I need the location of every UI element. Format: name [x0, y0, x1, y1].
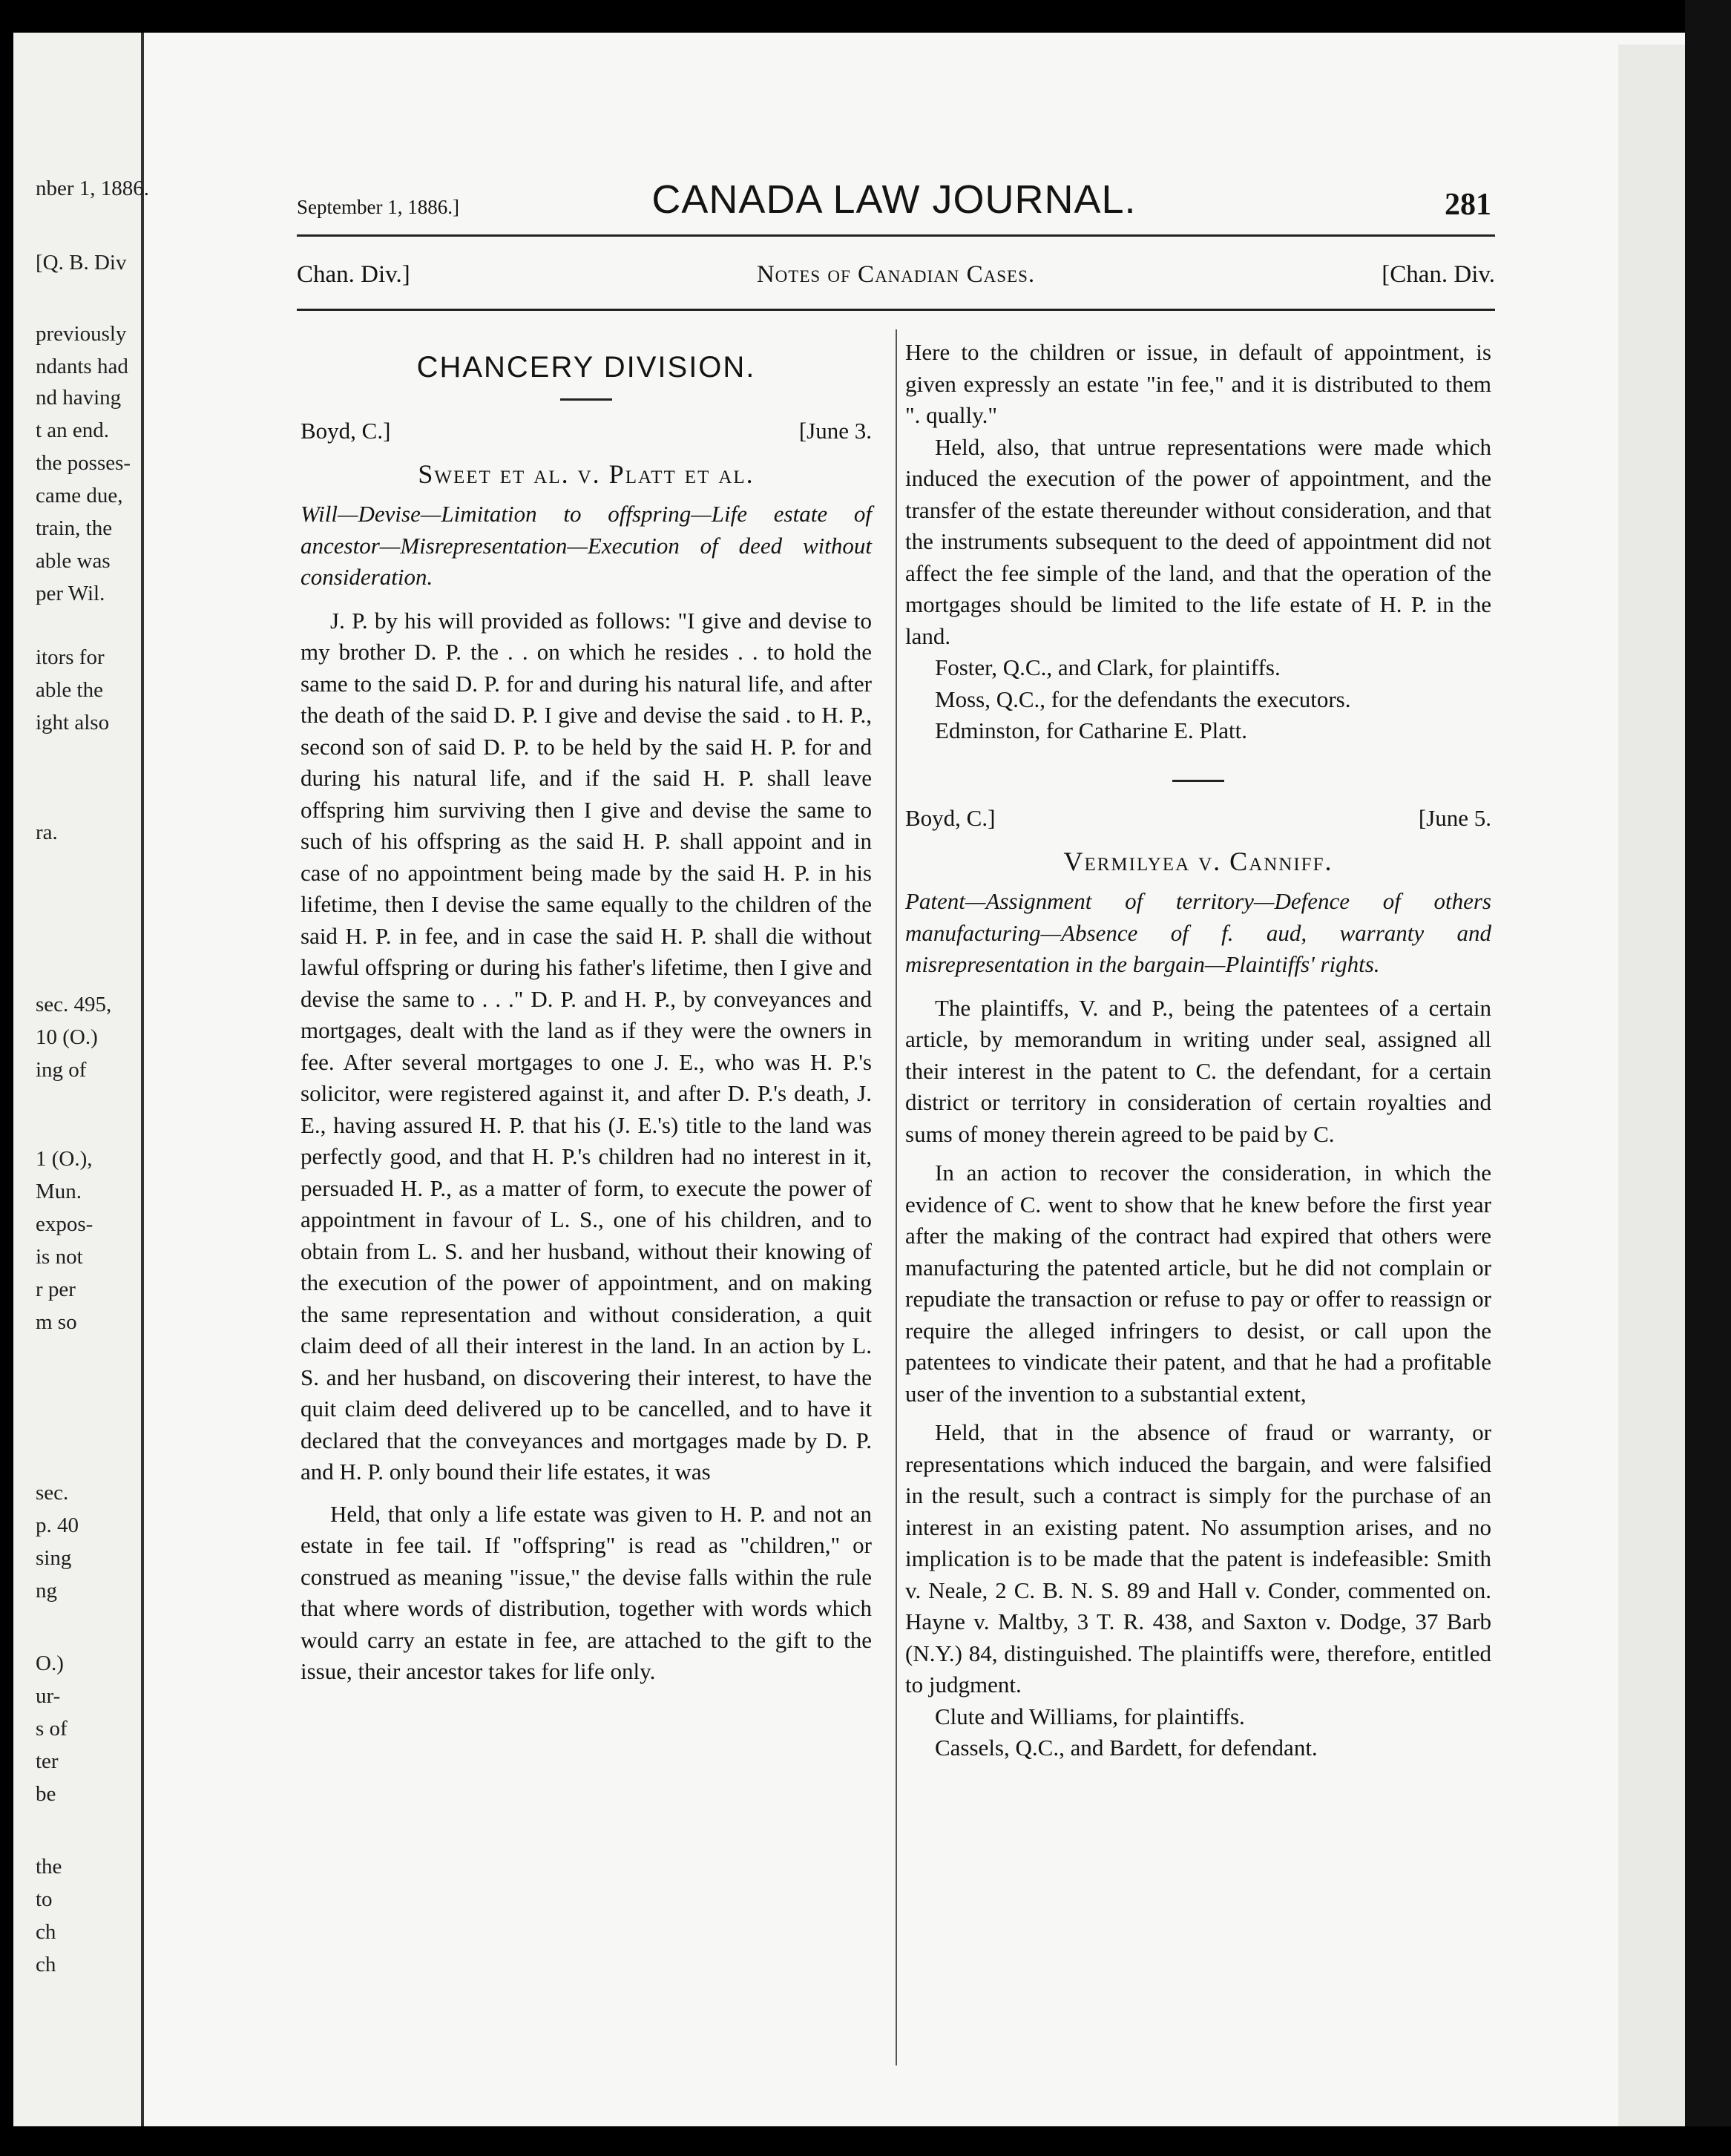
gutter-text-fragment: itors for: [36, 645, 105, 669]
journal-title: CANADA LAW JOURNAL.: [651, 177, 1137, 222]
facing-page-gutter: [13, 33, 150, 2126]
issue-date: September 1, 1886.]: [297, 196, 459, 218]
gutter-text-fragment: ng: [36, 1579, 57, 1603]
gutter-text-fragment: the: [36, 1855, 62, 1879]
counsel-line: Cassels, Q.C., and Bardett, for defendant.: [935, 1735, 1318, 1761]
short-rule: [560, 398, 612, 401]
gutter-text-fragment: ndants had: [36, 355, 128, 378]
gutter-text-fragment: is not: [36, 1245, 83, 1269]
gutter-text-fragment: previously: [36, 322, 127, 346]
gutter-text-fragment: came due,: [36, 484, 123, 507]
counsel-line: Clute and Williams, for plaintiffs.: [935, 1703, 1245, 1729]
gutter-text-fragment: 10 (O.): [36, 1025, 98, 1049]
gutter-text-fragment: p. 40: [36, 1514, 79, 1537]
gutter-text-fragment: expos-: [36, 1212, 93, 1236]
scan-border-left: [0, 0, 13, 2156]
case-paragraph: J. P. by his will provided as follows: "I give and devise to my brother D. P. the . . on which he resides . . to hold the same to the said D. P. for and during his natural life, and after the death of the said D. P. I give and devise the said . to H. P., second son of said D. P. to be held by the said H. P. for and during his natural life, and if the said H. P. shall leave offspring him surviving then I give and devise the same to such of his offspring as the said H. P. shall appoint and in case of no appointment being made by the said H. P. in his lifetime, then I devise the same equally to the children of the said H. P. in fee, and in case the said H. P. shall die without lawful offspring or during his father's lifetime, then I give and devise the same to . . ." D. P. and H. P., by conveyances and mortgages, dealt with the land as if they were the owners in fee. After several mortgages to one J. E., who was H. P.'s solicitor, were registered against it, and after D. P.'s death, J. E., having assured H. P. that his (J. E.'s) title to the land was perfectly good, and that H. P.'s children had no interest in it, persuaded H. P., as a matter of form, to execute the power of appointment in favour of L. S., one of his children, and to obtain from L. S. and her husband, without their knowing of the execution of the power of appointment, and on making the same representation and without consideration, a quit claim deed of all their interest in the land. In an action by L. S. and her husband, on discovering their interest, to have the quit claim deed delivered up to be cancelled, and to have it declared that the conveyances and mortgages made by D. P. and H. P. only bound their life estates, it was: [300, 607, 872, 1485]
header-rule-top: [297, 234, 1495, 237]
gutter-text-fragment: nber 1, 1886.: [36, 177, 150, 200]
division-label-right: [Chan. Div.: [1382, 261, 1495, 288]
gutter-text-fragment: ing of: [36, 1058, 87, 1082]
case-headnote: Will—Devise—Limitation to offspring—Life estate of ancestor—Misrepresentation—Execution of deed without consideration.: [300, 501, 872, 590]
decision-date: [June 5.: [1418, 804, 1491, 831]
header-rule-bottom: [297, 309, 1495, 311]
counsel-line: Moss, Q.C., for the defendants the executors.: [935, 686, 1351, 712]
section-subheader: [297, 261, 1495, 298]
scan-border-top: [0, 0, 1731, 33]
gutter-text-fragment: ter: [36, 1749, 59, 1773]
gutter-text-fragment: ch: [36, 1920, 56, 1944]
case-paragraph: In an action to recover the consideration, in which the evidence of C. went to show that he knew before the first year after the making of the contract had expired that others were manufacturing the patented article, but he did not complain or repudiate the transaction or refuse to pay or offer to reassign or require the alleged infringers to desist, or call upon the patentees to vindicate their patent, and that he had a profitable user of the invention to a substantial extent,: [905, 1160, 1491, 1407]
left-column: [300, 337, 872, 1688]
section-title: Notes of Canadian Cases.: [756, 261, 1036, 288]
scan-border-right: [1685, 0, 1731, 2156]
gutter-text-fragment: ur-: [36, 1684, 61, 1708]
gutter-text-fragment: ra.: [36, 821, 58, 844]
gutter-text-fragment: to: [36, 1887, 53, 1911]
gutter-text-fragment: ight also: [36, 711, 110, 734]
gutter-text-fragment: train, the: [36, 516, 113, 540]
gutter-text-fragment: [Q. B. Div: [36, 251, 127, 275]
case-paragraph: The plaintiffs, V. and P., being the patentees of a certain article, by memorandum in writing under seal, assigned all their interest in the patent to C. the defendant, for a certain district or territory in consideration of certain royalties and sums of money therein agreed to be paid by C.: [905, 994, 1491, 1147]
gutter-text-fragment: O.): [36, 1651, 64, 1675]
gutter-text-fragment: be: [36, 1782, 56, 1806]
binding-strip: [1618, 45, 1685, 2137]
gutter-text-fragment: 1 (O.),: [36, 1147, 93, 1171]
gutter-text-fragment: ch: [36, 1953, 56, 1976]
gutter-text-fragment: able the: [36, 678, 103, 702]
running-head: [297, 166, 1491, 226]
gutter-text-fragment: m so: [36, 1310, 77, 1334]
journal-page: [156, 33, 1566, 2126]
column-divider: [896, 329, 897, 2065]
gutter-text-fragment: Mun.: [36, 1180, 82, 1203]
case-title: Sweet et al. v. Platt et al.: [418, 459, 755, 489]
case-title: Vermilyea v. Canniff.: [1063, 846, 1333, 876]
gutter-text-fragment: sing: [36, 1546, 72, 1570]
scan-border-bottom: [0, 2126, 1731, 2156]
gutter-text-fragment: t an end.: [36, 418, 110, 442]
case-holding: Held, that in the absence of fraud or warranty, or representations which induced the bargain, and were falsified in the result, such a contract is simply for the purchase of an interest in an existing patent. No assumption arises, and no implication is to be made that the patent is indefeasible: Smith v. Neale, 2 C. B. N. S. 89 and Hall v. Conder, commented on. Hayne v. Maltby, 3 T. R. 438, and Saxton v. Dodge, 37 Barb (N.Y.) 84, distinguished. The plaintiffs were, therefore, entitled to judgment.: [905, 1419, 1491, 1697]
case-paragraph: Here to the children or issue, in default of appointment, is given expressly an estate "in fee," and it is distributed to them ". qually.": [905, 339, 1491, 428]
gutter-text-fragment: nd having: [36, 386, 122, 410]
decision-date: [June 3.: [798, 417, 872, 444]
division-title: CHANCERY DIVISION.: [416, 351, 756, 384]
division-label-left: Chan. Div.]: [297, 261, 410, 288]
gutter-text-fragment: per Wil.: [36, 582, 105, 605]
gutter-text-fragment: r per: [36, 1278, 76, 1301]
counsel-line: Edminston, for Catharine E. Platt.: [935, 717, 1248, 743]
case-holding: Held, also, that untrue representations were made which induced the execution of the power of appointment, and the transfer of the estate thereunder without consideration, and that the instruments subsequent to the deed of appointment did not affect the fee simple of the land, and that the operation of the mortgages should be limited to the life estate of H. P. in the land.: [905, 433, 1491, 649]
short-rule: [1172, 780, 1224, 782]
page-number: 281: [1445, 188, 1491, 222]
case-meta: [905, 803, 1491, 835]
counsel-line: Foster, Q.C., and Clark, for plaintiffs.: [935, 654, 1281, 680]
case-meta: [300, 415, 872, 448]
case-holding: Held, that only a life estate was given to H. P. and not an estate in fee tail. If "offspring" is read as "children," or construed as meaning "issue," the devise falls within the rule that where words of distribution, together with words which would carry an estate in fee, are attached to the gift to the issue, their ancestor takes for life only.: [300, 1500, 872, 1684]
right-column: [905, 337, 1491, 1764]
gutter-text-fragment: sec. 495,: [36, 993, 112, 1016]
case-headnote: Patent—Assignment of territory—Defence of others manufacturing—Absence of f. aud, warranty and misrepresentation in the bargain—Plaintiffs' rights.: [905, 888, 1491, 977]
gutter-text-fragment: sec.: [36, 1481, 69, 1505]
gutter-text-fragment: able was: [36, 549, 111, 573]
gutter-text-fragment: s of: [36, 1717, 68, 1741]
gutter-text-fragment: the posses-: [36, 451, 131, 475]
judge-name: Boyd, C.]: [300, 417, 391, 444]
judge-name: Boyd, C.]: [905, 804, 996, 831]
